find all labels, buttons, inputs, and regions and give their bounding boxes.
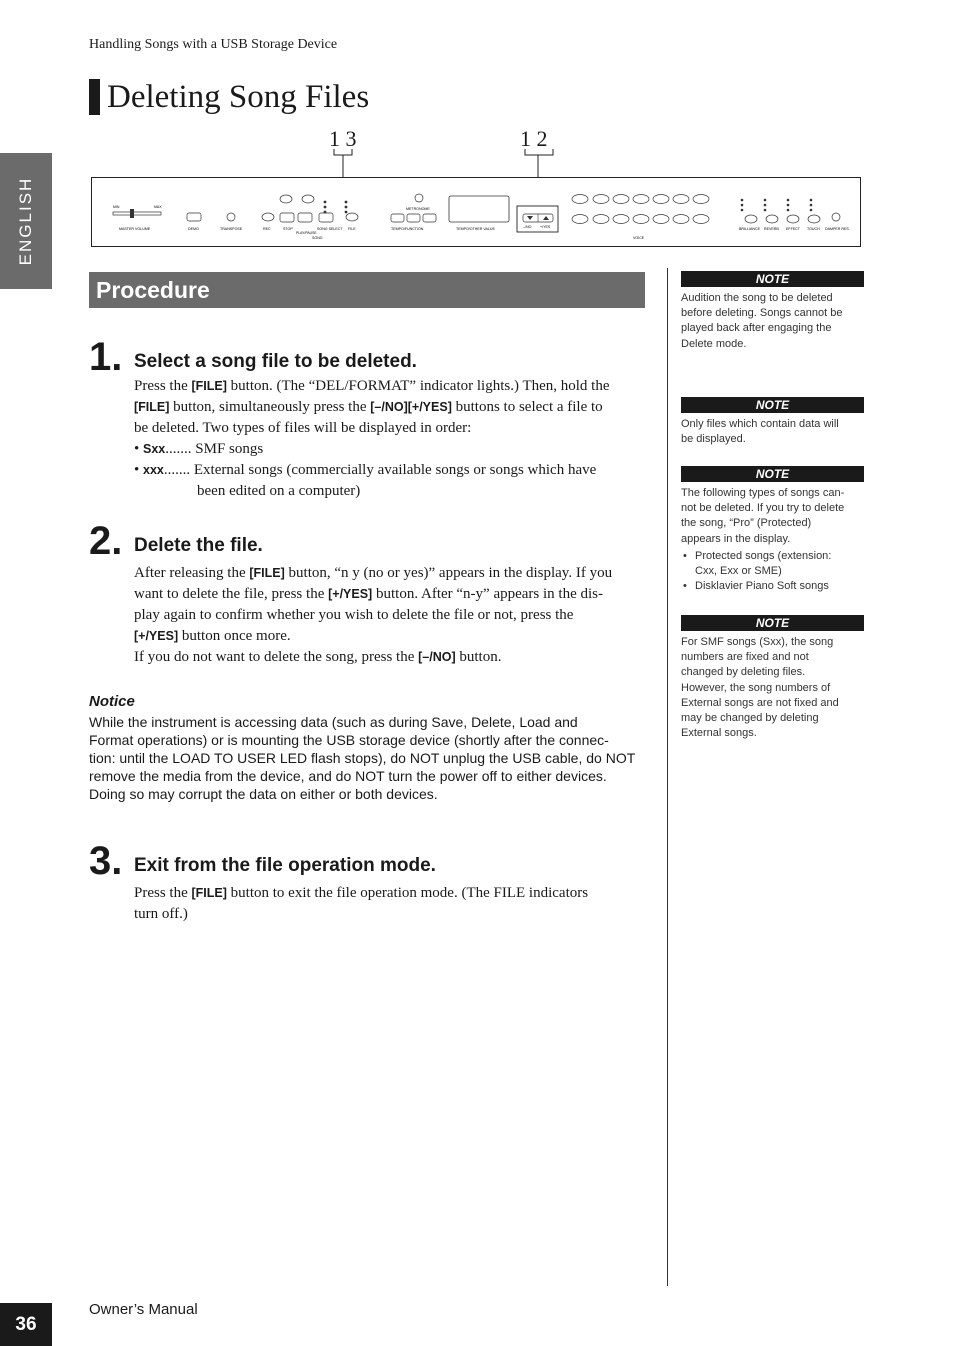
transpose-button [227, 213, 235, 221]
control-panel-illustration [91, 128, 861, 248]
running-head: Handling Songs with a USB Storage Device [89, 37, 338, 52]
effect-button [787, 215, 799, 223]
damper-res-label: DAMPER RES. [825, 227, 850, 231]
step-3-heading: Exit from the file operation mode. [134, 855, 436, 876]
song-select-button [319, 213, 333, 222]
procedure-section-bar [89, 272, 645, 308]
file-label: FILE [348, 227, 356, 231]
rec-button [262, 213, 274, 221]
notice-heading: Notice [89, 693, 135, 710]
note-label: NOTE [681, 615, 864, 631]
step-1-number: 1. [89, 335, 123, 379]
notice-body: While the instrument is accessing data (such as during Save, Delete, Load and Format operations) or is mounting the USB storage device (shortly after the connec- tion: until the LOAD TO USER LED flash stops), do NOT unplug the USB cable, do NOT remove the media from the device, and do NOT turn the power off to either devices. Doing so may corrupt the data on either or both devices. [89, 714, 636, 802]
note-label: NOTE [681, 271, 864, 287]
tempo-other-value-label: TEMPO/OTHER VALUE [456, 227, 495, 231]
list-item: • Disklavier Piano Soft songs [681, 579, 864, 594]
volume-min-label: MIN [113, 205, 120, 209]
effect-label: EFFECT [786, 227, 800, 231]
note-3-bullets [681, 549, 864, 595]
stop-button [280, 213, 294, 222]
volume-slider-track [113, 212, 161, 215]
volume-max-label: MAX [154, 205, 162, 209]
song-label: SONG [312, 236, 323, 240]
footer-label: Owner’s Manual [89, 1301, 198, 1318]
callout-file-button: 1 3 [329, 126, 357, 151]
title-marker-bar [89, 79, 100, 115]
note-4: NOTE For SMF songs (Sxx), the song numbers are fixed and not changed by deleting files. However, the song numbers of External songs are not fixed and may be changed by deleting External songs. [681, 615, 864, 741]
song-select-label: SONG SELECT [317, 227, 343, 231]
tempo-function-label: TEMPO/FUNCTION [391, 227, 424, 231]
step-2-body: After releasing the [FILE] button, “n y (no or yes)” appears in the display. If you want to delete the file, press the [+/YES] button. After “n-y” appears in the dis- play again to confirm whether you wish to delete the file or not, press the [+/YES] button once more. If you do not want to delete the song, press the [–/NO] button. [134, 565, 613, 665]
note-2: NOTE Only files which contain data will be displayed. [681, 397, 864, 447]
yes-label: +/YES [540, 225, 551, 229]
step-2-number: 2. [89, 519, 123, 563]
metronome-label: METRONOME [406, 207, 430, 211]
no-label: –/NO [523, 225, 532, 229]
page-title: Deleting Song Files [107, 79, 370, 115]
language-tab-label: ENGLISH [16, 176, 35, 266]
step-2-heading: Delete the file. [134, 535, 263, 556]
demo-label: DEMO [188, 227, 199, 231]
list-item: • Protected songs (extension: Cxx, Exx or SME) [681, 549, 864, 579]
rec-label: REC [263, 227, 271, 231]
procedure-heading: Procedure [96, 277, 210, 303]
note-label: NOTE [681, 466, 864, 482]
language-tab [0, 153, 52, 289]
brilliance-label: BRILLIANCE [739, 227, 760, 231]
sidebar-divider [667, 268, 668, 1286]
damper-res-button [832, 213, 840, 221]
note-1: NOTE Audition the song to be deleted before deleting. Songs cannot be played back after engaging the Delete mode. [681, 271, 864, 352]
callout-no-yes-buttons: 1 2 [520, 126, 548, 151]
touch-label: TOUCH [807, 227, 820, 231]
master-volume-label: MASTER VOLUME [119, 227, 151, 231]
step-3-body: Press the [FILE] button to exit the file operation mode. (The FILE indicators turn off.) [134, 885, 589, 922]
volume-slider-knob [130, 209, 134, 218]
page-number: 36 [0, 1303, 52, 1346]
brilliance-button [745, 215, 757, 223]
touch-button [808, 215, 820, 223]
step-3-number: 3. [89, 839, 123, 883]
play-pause-button [298, 213, 312, 222]
play-pause-label: PLAY/PAUSE [296, 231, 317, 235]
reverb-label: REVERB [764, 227, 779, 231]
stop-label: STOP [283, 227, 293, 231]
note-label: NOTE [681, 397, 864, 413]
voice-label: VOICE [633, 236, 645, 240]
step-1-body: Press the [FILE] button. (The “DEL/FORMAT” indicator lights.) Then, hold the [FILE] button, simultaneously press the [–/NO][+/YES] buttons to select a file to be deleted. Two types of files will be displayed in order: • Sxx....... SMF songs • xxx....... External songs (commercially available songs or songs which have been edited on a computer) [134, 378, 610, 499]
reverb-button [766, 215, 778, 223]
transpose-label: TRANSPOSE [220, 227, 243, 231]
note-3: NOTE The following types of songs can- not be deleted. If you try to delete the song, “Pro” (Protected) appears in the display. • Protected songs (extension: Cxx, Exx or SME) • Disklavier Piano Soft songs [681, 466, 864, 594]
step-1-heading: Select a song file to be deleted. [134, 351, 417, 372]
file-button [346, 213, 358, 221]
demo-button [187, 213, 201, 221]
led-display [449, 196, 509, 222]
